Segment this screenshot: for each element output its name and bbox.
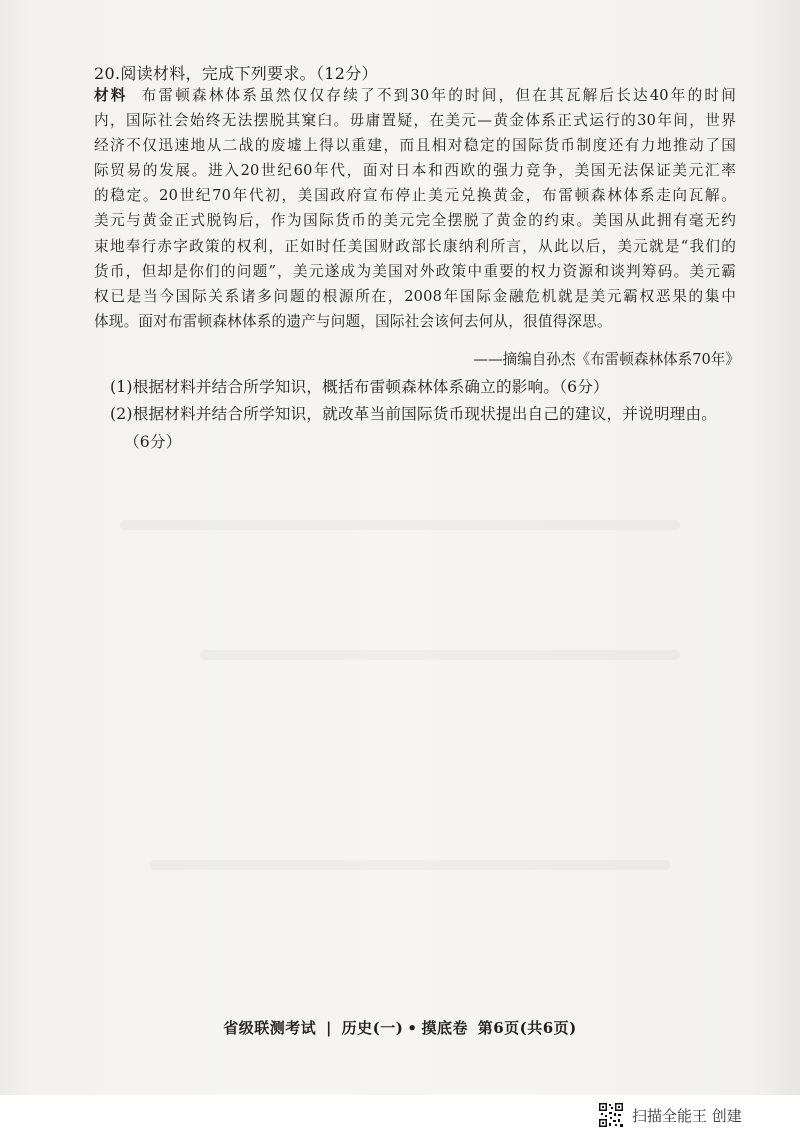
bleed-through-shadow [150, 860, 670, 870]
material-line: 的稳定。20世纪70年代初，美国政府宣布停止美元兑换黄金，布雷顿森林体系走向瓦解。 [94, 187, 736, 205]
scanner-watermark [598, 1102, 742, 1128]
material-passage [94, 83, 736, 334]
bleed-through-shadow [120, 520, 680, 530]
footer-page-number: 第6页(共6页) [477, 1019, 577, 1037]
material-line: 材料 布雷顿森林体系虽然仅仅存续了不到30年的时间，但在其瓦解后长达40年的时间 [94, 87, 736, 104]
sub-question-2: (2)根据材料并结合所学知识，就改革当前国际货币现状提出自己的建议，并说明理由。 [110, 405, 718, 423]
watermark-text: 扫描全能王 创建 [632, 1106, 742, 1125]
material-source: ——摘编自孙杰《布雷顿森林体系70年》 [473, 351, 740, 368]
material-line: 束地奉行赤字政策的权利，正如时任美国财政部长康纳利所言，从此以后，美元就是“我们的 [94, 237, 736, 255]
material-line: 经济不仅迅速地从二战的废墟上得以重建，而且相对稳定的国际货币制度还有力地推动了国 [94, 137, 736, 155]
sub-question-1: (1)根据材料并结合所学知识，概括布雷顿森林体系确立的影响。（6分） [110, 378, 609, 396]
footer-subject: 历史(一) [341, 1019, 404, 1037]
material-line: 权已是当今国际关系诸多问题的根源所在，2008年国际金融危机就是美元霸权恶果的集中 [94, 287, 736, 305]
footer-paper: 摸底卷 [421, 1019, 468, 1037]
sub-question-2-score: （6分） [124, 433, 182, 451]
material-label: 材料 [94, 87, 128, 104]
footer-exam-name: 省级联测考试 [223, 1019, 317, 1037]
qr-code-icon [598, 1102, 624, 1128]
footer-dot: • [407, 1019, 418, 1037]
material-line: 际贸易的发展。进入20世纪60年代，面对日本和西欧的强力竞争，美国无法保证美元汇率 [94, 162, 736, 180]
footer-separator: | [325, 1019, 332, 1037]
bleed-through-shadow [200, 650, 680, 660]
page-footer [0, 1017, 800, 1038]
material-line: 美元与黄金正式脱钩后，作为国际货币的美元完全摆脱了黄金的约束。美国从此拥有毫无约 [94, 212, 736, 230]
material-line: 内，国际社会始终无法摆脱其窠臼。毋庸置疑，在美元—黄金体系正式运行的30年间，世界 [94, 112, 736, 130]
material-line: 体现。面对布雷顿森林体系的遗产与问题，国际社会该何去何从，很值得深思。 [94, 312, 612, 330]
material-line: 货币，但却是你们的问题”，美元遂成为美国对外政策中重要的权力资源和谈判筹码。美元霸 [94, 262, 736, 280]
question-title: 20.阅读材料，完成下列要求。（12分） [94, 64, 378, 83]
